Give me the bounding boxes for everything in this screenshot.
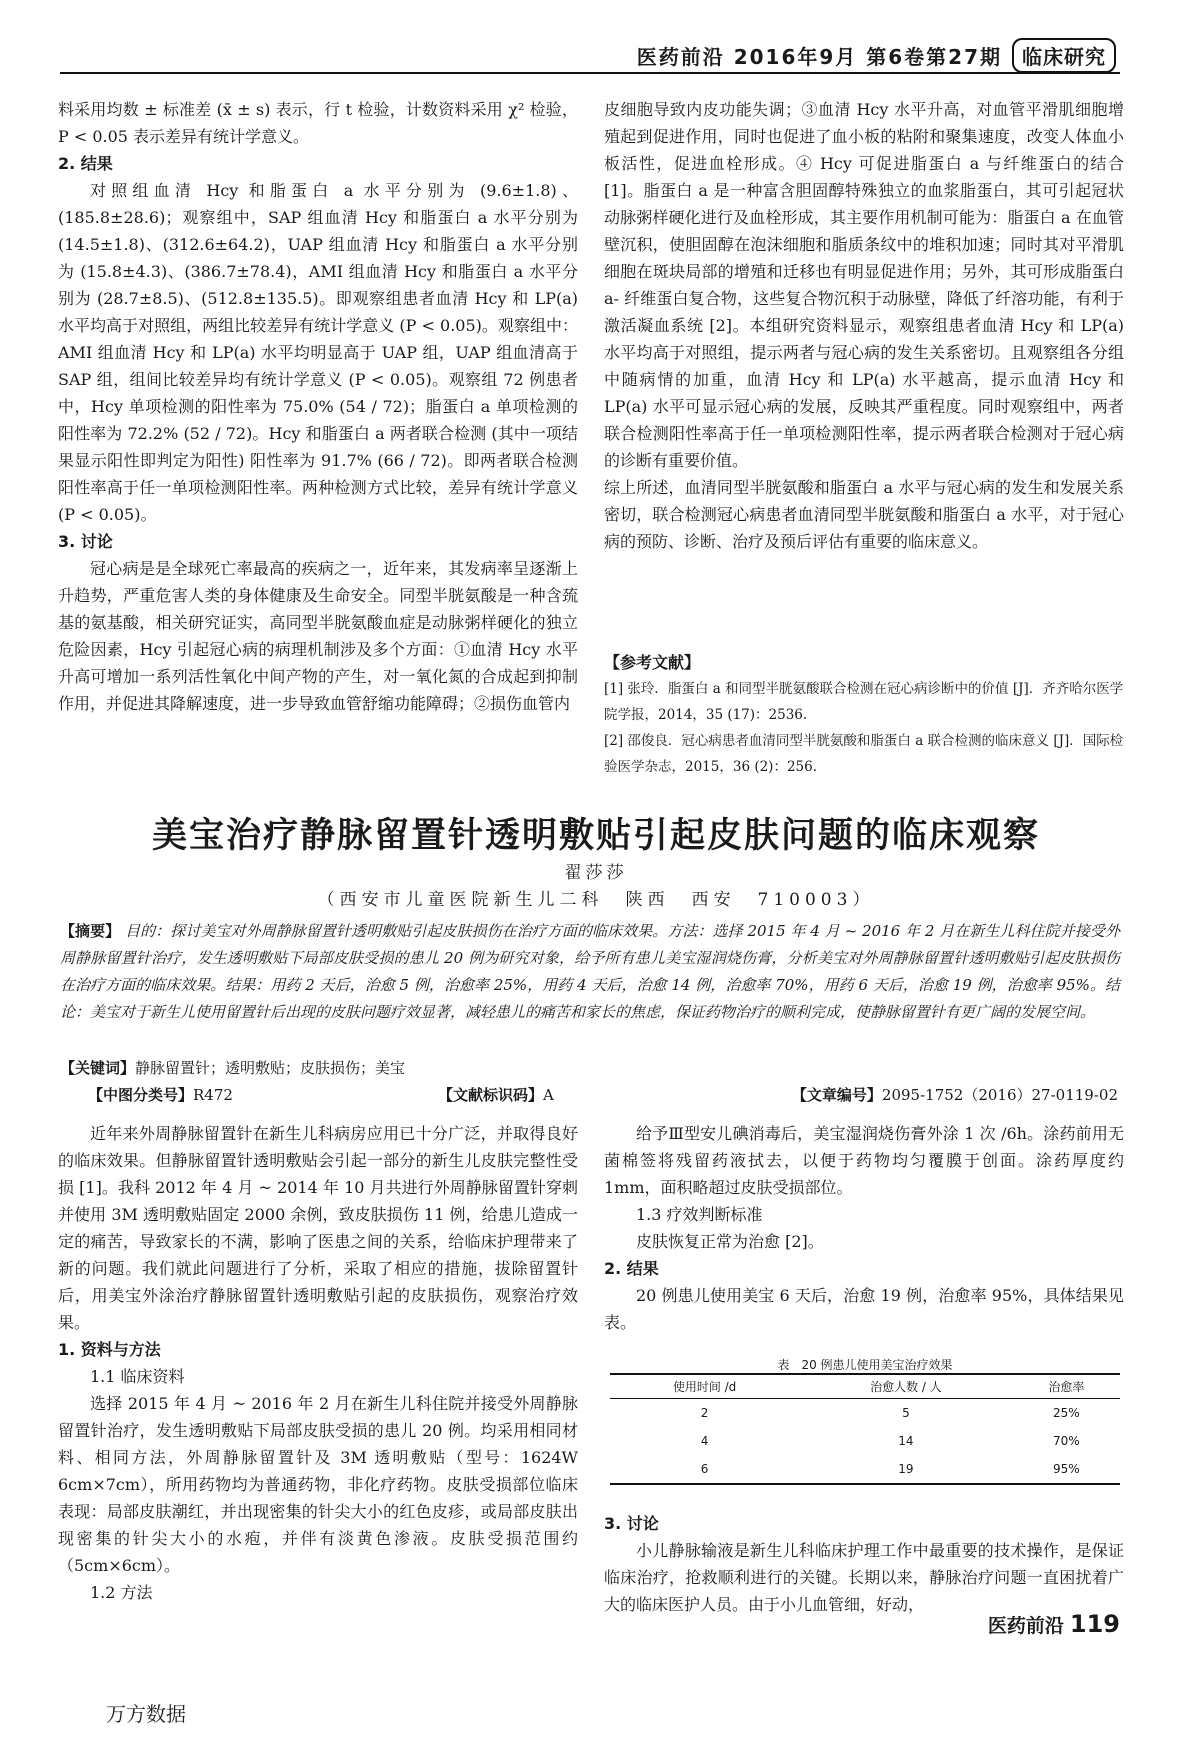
- paragraph: 近年来外周静脉留置针在新生儿科病房应用已十分广泛，并取得良好的临床效果。但静脉留置针透明敷贴会引起一部分的新生儿皮肤完整性受损 [1]。我科 2012 年 4 月 ~ 2014 年 10 月共进行外周静脉留置针穿刺并使用 3M 透明敷贴固定 2000 余例，致皮肤损伤 11 例，给患儿造成一定的痛苦，导致家长的不满，影响了医患之间的关系，给临床护理带来了新的问题。我们就此问题进行了分析，采取了相应的措施，拔除留置针后，用美宝外涂治疗静脉留置针透明敷贴引起的皮肤损伤，观察治疗效果。: [58, 1124, 578, 1332]
- table-cell: 95%: [1013, 1455, 1120, 1484]
- table-cell: 5: [902, 1406, 910, 1420]
- table-row: [610, 1455, 1120, 1484]
- page-number: 119: [1069, 1610, 1120, 1638]
- subsection-heading: 1.3 疗效判断标准: [636, 1205, 763, 1224]
- clc-label: 【中图分类号】: [88, 1086, 194, 1104]
- paragraph: 皮细胞导致内皮功能失调；③血清 Hcy 水平升高，对血管平滑肌细胞增殖起到促进作用，同时也促进了血小板的粘附和聚集速度，改变人体血小板活性，促进血栓形成。④ Hcy 可促进脂蛋白 a 与纤维蛋白的结合 [1]。脂蛋白 a 是一种富含胆固醇特殊独立的血浆脂蛋白，其可引起冠状动脉粥样硬化进行及血栓形成，其主要作用机制可能为：脂蛋白 a 在血管壁沉积，使胆固醇在泡沫细胞和脂质条纹中的堆积加速；同时其对平滑肌细胞在斑块局部的增殖和迁移也有明显促进作用；另外，其可形成脂蛋白 a- 纤维蛋白复合物，这些复合物沉积于动脉壁，降低了纤溶功能，有利于激活凝血系统 [2]。本组研究资料显示，观察组患者血清 Hcy 和 LP(a) 水平均高于对照组，提示两者与冠心病的发生关系密切。且观察组各分组中随病情的加重，血清 Hcy 和 LP(a) 水平越高，提示血清 Hcy 和 LP(a) 水平可显示冠心病的发展，反映其严重程度。同时观察组中，两者联合检测阳性率高于任一单项检测阳性率，提示两者联合检测对于冠心病的诊断有重要价值。: [604, 100, 1124, 470]
- paragraph: 20 例患儿使用美宝 6 天后，治愈 19 例，治愈率 95%，具体结果见表。: [604, 1286, 1124, 1332]
- section-heading: 3. 讨论: [58, 532, 113, 551]
- article-left-column: [58, 1120, 578, 1606]
- paragraph: 综上所述，血清同型半胱氨酸和脂蛋白 a 水平与冠心病的发生和发展关系密切，联合检测冠心病患者血清同型半胱氨酸和脂蛋白 a 水平，对于冠心病的预防、诊断、治疗及预后评估有重要的临床意义。: [604, 478, 1124, 551]
- doc-code-label: 【文献标识码】: [438, 1086, 544, 1104]
- table-header-cell: 使用时间 /d: [610, 1374, 799, 1399]
- doc-code-line: [438, 1082, 554, 1109]
- paragraph: 对照组血清 Hcy 和脂蛋白 a 水平分别为 (9.6±1.8)、(185.8±28.6)；观察组中，SAP 组血清 Hcy 和脂蛋白 a 水平分别为 (14.5±1.8)、(312.6±64.2)，UAP 组血清 Hcy 和脂蛋白 a 水平分别为 (15.8±4.3)、(386.7±78.4)，AMI 组血清 Hcy 和脂蛋白 a 水平分别为 (28.7±8.5)、(512.8±135.5)。即观察组患者血清 Hcy 和 LP(a) 水平均高于对照组，两组比较差异有统计学意义 (P < 0.05)。观察组中：AMI 组血清 Hcy 和 LP(a) 水平均明显高于 UAP 组，UAP 组血清高于 SAP 组，组间比较差异均有统计学意义 (P < 0.05)。观察组 72 例患者中，Hcy 单项检测的阳性率为 75.0% (54 / 72)；脂蛋白 a 单项检测的阳性率为 72.2% (52 / 72)。Hcy 和脂蛋白 a 两者联合检测 (其中一项结果显示阳性即判定为阳性) 阳性率为 91.7% (66 / 72)。即两者联合检测阳性率高于任一单项检测阳性率。两种检测方式比较，差异有统计学意义 (P < 0.05)。: [58, 181, 578, 524]
- clc-line: [88, 1082, 233, 1109]
- references-heading: 【参考文献】: [604, 653, 701, 672]
- page-footer: [988, 1610, 1120, 1638]
- article-number-label: 【文章编号】: [791, 1086, 882, 1104]
- table-row: [610, 1427, 1120, 1455]
- keywords: 静脉留置针；透明敷贴；皮肤损伤；美宝: [135, 1059, 406, 1077]
- table-cell: 2: [700, 1406, 709, 1420]
- header-rule: [60, 72, 1120, 74]
- section-heading: 2. 结果: [58, 154, 113, 173]
- table-cell: 4: [700, 1434, 709, 1448]
- paragraph: 选择 2015 年 4 月 ~ 2016 年 2 月在新生儿科住院并接受外周静脉留置针治疗，发生透明敷贴下局部皮肤受损的患儿 20 例。均采用相同材料、相同方法，外周静脉留置针及 3M 透明敷贴（型号：1624W 6cm×7cm），所用药物均为普通药物，非化疗药物。皮肤受损部位临床表现：局部皮肤潮红，并出现密集的针尖大小的红色皮疹，或局部皮肤出现密集的针尖大小的水疱，并伴有淡黄色渗液。皮肤受损范围约（5cm×6cm）。: [58, 1394, 578, 1575]
- table-cell: 70%: [1053, 1434, 1080, 1448]
- table-cell: 6: [610, 1455, 799, 1484]
- results-table-block: [610, 1356, 1120, 1485]
- running-header: [637, 38, 1116, 73]
- table-header-cell: 治愈率: [1013, 1374, 1120, 1399]
- section-heading: 2. 结果: [604, 1259, 659, 1278]
- results-table: [610, 1373, 1120, 1485]
- table-header-cell: 治愈人数 / 人: [799, 1374, 1013, 1399]
- paragraph: 料采用均数 ± 标准差 (x̄ ± s) 表示，行 t 检验，计数资料采用 χ² 检验，P < 0.05 表示差异有统计学意义。: [58, 100, 578, 146]
- article-author: 翟莎莎: [564, 863, 628, 883]
- article-discussion-column: [604, 1510, 1124, 1618]
- article-right-column: [604, 1120, 1124, 1336]
- references: [604, 650, 1124, 780]
- keywords-label: 【关键词】: [60, 1059, 136, 1077]
- doc-code: A: [543, 1086, 554, 1104]
- paragraph: 给予Ⅲ型安儿碘消毒后，美宝湿润烧伤膏外涂 1 次 /6h。涂药前用无菌棉签将残留药液拭去，以便于药物均匀覆膜于创面。涂药厚度约 1mm，面积略超过皮肤受损部位。: [604, 1124, 1124, 1197]
- subsection-heading: 1.2 方法: [90, 1583, 153, 1602]
- table-header-row: [610, 1374, 1120, 1399]
- abstract-text: 目的：探讨美宝对外周静脉留置针透明敷贴引起皮肤损伤在治疗方面的临床效果。方法：选择 2015 年 4 月 ~ 2016 年 2 月在新生儿科住院并接受外周静脉留置针治疗，发生透明敷贴下局部皮肤受损的患儿 20 例为研究对象，给予所有患儿美宝湿润烧伤膏，分析美宝对外周静脉留置针透明敷贴引起皮肤损伤在治疗方面的临床效果。结果：用药 2 天后，治愈 5 例，治愈率 25%，用药 4 天后，治愈 14 例，治愈率 70%，用药 6 天后，治愈 19 例，治愈率 95%。结论：美宝对于新生儿使用留置针后出现的皮肤问题疗效显著，减轻患儿的痛苦和家长的焦虑，保证药物治疗的顺利完成，使静脉留置针有更广阔的发展空间。: [60, 922, 1120, 1021]
- table-cell: 14: [898, 1434, 914, 1448]
- article-title: 美宝治疗静脉留置针透明敷贴引起皮肤问题的临床观察: [151, 816, 1040, 856]
- paragraph: 小儿静脉输液是新生儿科临床护理工作中最重要的技术操作，是保证临床治疗，抢救顺利进行的关键。长期以来，静脉治疗问题一直困扰着广大的临床医护人员。由于小儿血管细，好动，: [604, 1541, 1124, 1614]
- article-number-line: [792, 1082, 1118, 1109]
- article-number: 2095-1752（2016）27-0119-02: [881, 1086, 1118, 1104]
- watermark: 万方数据: [106, 1702, 186, 1726]
- article-affiliation: （西安市儿童医院新生儿二科 陕西 西安 710003）: [317, 890, 875, 910]
- reference-item: [1] 张玲．脂蛋白 a 和同型半胱氨酸联合检测在冠心病诊断中的价值 [J]．齐齐哈尔医学院学报，2014，35 (17)：2536.: [604, 681, 1124, 723]
- prev-article-right-column: [604, 96, 1124, 555]
- section-badge: 临床研究: [1012, 38, 1116, 73]
- subsection-heading: 1.1 临床资料: [90, 1367, 185, 1386]
- reference-item: [2] 邵俊良．冠心病患者血清同型半胱氨酸和脂蛋白 a 联合检测的临床意义 [J]．国际检验医学杂志，2015，36 (2)：256.: [604, 733, 1124, 775]
- table-caption: 表 20 例患儿使用美宝治疗效果: [777, 1358, 953, 1372]
- abstract-label: 【摘要】: [60, 922, 121, 940]
- keywords-line: [60, 1055, 1120, 1082]
- section-heading: 3. 讨论: [604, 1514, 659, 1533]
- table-cell: 25%: [1053, 1406, 1080, 1420]
- paragraph: 冠心病是是全球死亡率最高的疾病之一，近年来，其发病率呈逐渐上升趋势，严重危害人类的身体健康及生命安全。同型半胱氨酸是一种含巯基的氨基酸，相关研究证实，高同型半胱氨酸血症是动脉粥样硬化的独立危险因素，Hcy 引起冠心病的病理机制涉及多个方面：①血清 Hcy 水平升高可增加一系列活性氧化中间产物的产生，对一氧化氮的合成起到抑制作用，并促进其降解速度，进一步导致血管舒缩功能障碍；②损伤血管内: [58, 559, 578, 713]
- table-cell: 19: [799, 1455, 1013, 1484]
- paragraph: 皮肤恢复正常为治愈 [2]。: [636, 1232, 824, 1251]
- prev-article-left-column: [58, 96, 578, 717]
- table-row: [610, 1399, 1120, 1428]
- journal-issue-line: 医药前沿 2016年9月 第6卷第27期: [636, 45, 1002, 69]
- abstract: [60, 918, 1120, 1026]
- footer-journal: 医药前沿: [987, 1615, 1064, 1637]
- clc-code: R472: [193, 1086, 233, 1104]
- section-heading: 1. 资料与方法: [58, 1340, 161, 1359]
